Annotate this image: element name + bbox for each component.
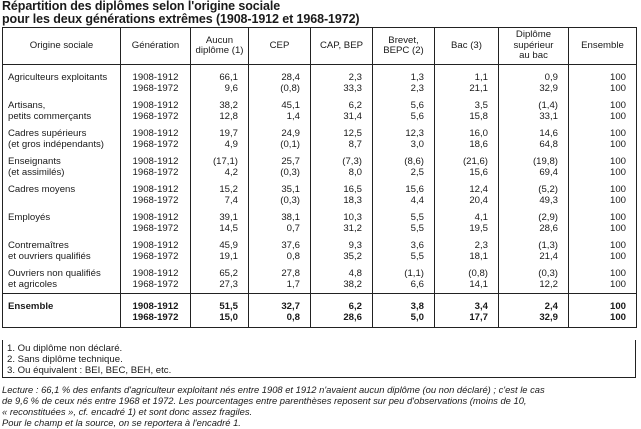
cap-value: 4,8 bbox=[348, 268, 362, 279]
brevet-cell bbox=[373, 265, 435, 294]
ens-value: 100 bbox=[609, 72, 626, 83]
sup-cell bbox=[499, 97, 569, 125]
cep-cell bbox=[249, 125, 311, 153]
brevet-cell bbox=[373, 125, 435, 153]
bac-cell bbox=[435, 265, 499, 294]
cap-cell bbox=[311, 97, 373, 125]
sup-value: (1,4) bbox=[538, 100, 558, 111]
cap-value: 6,2 bbox=[348, 301, 362, 312]
bac-value: 21,1 bbox=[469, 82, 488, 94]
aucun-cell bbox=[191, 265, 249, 294]
bac-cell bbox=[435, 181, 499, 209]
generation-g2: 1968-1972 bbox=[132, 194, 179, 206]
cap-value: 10,3 bbox=[343, 212, 362, 223]
sup-value: 0,9 bbox=[544, 72, 558, 83]
header-ensemble: Ensemble bbox=[569, 28, 637, 65]
bac-value: 4,1 bbox=[474, 212, 488, 223]
lecture-line-4: Pour le champ et la source, on se reportera à l'encadré 1. bbox=[2, 417, 241, 428]
aucun-value: 51,5 bbox=[219, 301, 238, 312]
table-title bbox=[2, 0, 638, 26]
bac-cell bbox=[435, 153, 499, 181]
header-brevet-l1: Brevet, bbox=[388, 34, 419, 46]
cep-value: 0,8 bbox=[286, 250, 300, 262]
generation-cell bbox=[121, 181, 191, 209]
sup-value: 32,9 bbox=[539, 311, 558, 323]
sup-cell bbox=[499, 209, 569, 237]
sup-cell bbox=[499, 294, 569, 328]
bac-value: 18,1 bbox=[469, 250, 488, 262]
aucun-value: 38,2 bbox=[219, 100, 238, 111]
header-aucun-l2: diplôme (1) bbox=[195, 45, 244, 56]
bac-value: 3,4 bbox=[474, 301, 488, 312]
header-sup bbox=[499, 28, 569, 65]
sup-value: (1,3) bbox=[538, 240, 558, 251]
aucun-value: 4,9 bbox=[224, 138, 238, 150]
brevet-value: 2,3 bbox=[410, 82, 424, 94]
ens-value: 100 bbox=[609, 311, 626, 323]
cap-cell bbox=[311, 65, 373, 98]
brevet-value: 1,3 bbox=[410, 72, 424, 83]
bac-value: 19,5 bbox=[469, 222, 488, 234]
cap-value: 8,7 bbox=[348, 138, 362, 150]
cep-value: 45,1 bbox=[281, 100, 300, 111]
bac-cell bbox=[435, 294, 499, 328]
aucun-value: 65,2 bbox=[219, 268, 238, 279]
cap-value: 38,2 bbox=[343, 278, 362, 290]
sup-cell bbox=[499, 125, 569, 153]
bac-value: 20,4 bbox=[469, 194, 488, 206]
ens-value: 100 bbox=[609, 240, 626, 251]
header-bac: Bac (3) bbox=[435, 28, 499, 65]
sup-value: 28,6 bbox=[539, 222, 558, 234]
cap-value: 6,2 bbox=[348, 100, 362, 111]
brevet-value: (1,1) bbox=[404, 268, 424, 279]
generation-cell bbox=[121, 237, 191, 265]
generation-cell bbox=[121, 65, 191, 98]
cap-value: 31,2 bbox=[343, 222, 362, 234]
table-row bbox=[3, 265, 637, 294]
aucun-cell bbox=[191, 125, 249, 153]
brevet-cell bbox=[373, 65, 435, 98]
lecture-line-2: de 9,6 % de ceux nés entre 1968 et 1972. Les pourcentages entre parenthèses reposent sur peu d'observations (moins de 10, bbox=[2, 395, 527, 406]
brevet-cell bbox=[373, 294, 435, 328]
generation-cell bbox=[121, 125, 191, 153]
cep-value: 0,7 bbox=[286, 222, 300, 234]
footnotes bbox=[2, 340, 636, 378]
aucun-cell bbox=[191, 181, 249, 209]
bac-cell bbox=[435, 97, 499, 125]
brevet-value: 2,5 bbox=[410, 166, 424, 178]
aucun-value: 66,1 bbox=[219, 72, 238, 83]
brevet-cell bbox=[373, 97, 435, 125]
brevet-value: 3,0 bbox=[410, 138, 424, 150]
table-row bbox=[3, 181, 637, 209]
header-cap: CAP, BEP bbox=[311, 28, 373, 65]
bac-cell bbox=[435, 209, 499, 237]
sup-value: 49,3 bbox=[539, 194, 558, 206]
cep-value: 1,7 bbox=[286, 278, 300, 290]
origin-l1: Ouvriers non qualifiés bbox=[8, 268, 101, 279]
cap-cell bbox=[311, 181, 373, 209]
sup-value: (2,9) bbox=[538, 212, 558, 223]
origin-l2: (et gros indépendants) bbox=[8, 138, 104, 150]
cap-cell bbox=[311, 153, 373, 181]
cep-value: (0,8) bbox=[280, 82, 300, 94]
origin-cell bbox=[3, 153, 121, 181]
sup-cell bbox=[499, 265, 569, 294]
header-cep: CEP bbox=[249, 28, 311, 65]
aucun-value: 19,7 bbox=[219, 128, 238, 139]
generation-g2: 1968-1972 bbox=[132, 110, 179, 122]
sup-value: (0,3) bbox=[538, 268, 558, 279]
aucun-cell bbox=[191, 97, 249, 125]
cep-cell bbox=[249, 294, 311, 328]
origin-l1: Contremaîtres bbox=[8, 240, 69, 251]
header-aucun bbox=[191, 28, 249, 65]
origin-cell bbox=[3, 265, 121, 294]
brevet-value: 5,6 bbox=[410, 110, 424, 122]
generation-g1: 1908-1912 bbox=[132, 184, 179, 195]
ens-value: 100 bbox=[609, 110, 626, 122]
sup-value: 14,6 bbox=[539, 128, 558, 139]
origin-l1: Enseignants bbox=[8, 156, 61, 167]
aucun-value: 7,4 bbox=[224, 194, 238, 206]
origin-cell bbox=[3, 65, 121, 98]
brevet-cell bbox=[373, 237, 435, 265]
cep-value: 0,8 bbox=[286, 311, 300, 323]
origin-l1: Employés bbox=[8, 212, 51, 223]
table-body bbox=[3, 65, 637, 328]
title-line-1: Répartition des diplômes selon l'origine sociale bbox=[2, 0, 281, 13]
origin-cell bbox=[3, 97, 121, 125]
table-row bbox=[3, 209, 637, 237]
origin-l1: Artisans, bbox=[8, 100, 46, 111]
brevet-value: 5,0 bbox=[410, 311, 424, 323]
bac-value: 17,7 bbox=[469, 311, 488, 323]
generation-g2: 1968-1972 bbox=[132, 82, 179, 94]
origin-cell bbox=[3, 294, 121, 328]
cap-cell bbox=[311, 265, 373, 294]
generation-g2: 1968-1972 bbox=[132, 311, 179, 323]
ens-value: 100 bbox=[609, 184, 626, 195]
brevet-cell bbox=[373, 181, 435, 209]
aucun-cell bbox=[191, 65, 249, 98]
generation-g1: 1908-1912 bbox=[132, 100, 179, 111]
bac-value: (21,6) bbox=[462, 156, 488, 167]
cap-value: 18,3 bbox=[343, 194, 362, 206]
origin-l2 bbox=[8, 224, 117, 235]
aucun-value: 39,1 bbox=[219, 212, 238, 223]
origin-l2 bbox=[8, 196, 117, 207]
origin-l1: Cadres supérieurs bbox=[8, 128, 87, 139]
table-row bbox=[3, 65, 637, 98]
ens-value: 100 bbox=[609, 156, 626, 167]
header-sup-l3: au bac bbox=[519, 50, 548, 62]
generation-g1: 1908-1912 bbox=[132, 156, 179, 167]
generation-g2: 1968-1972 bbox=[132, 250, 179, 262]
brevet-value: 5,5 bbox=[410, 222, 424, 234]
generation-cell bbox=[121, 294, 191, 328]
origin-l2: (et assimilés) bbox=[8, 166, 65, 178]
generation-cell bbox=[121, 97, 191, 125]
ens-value: 100 bbox=[609, 100, 626, 111]
aucun-value: 9,6 bbox=[224, 82, 238, 94]
aucun-cell bbox=[191, 153, 249, 181]
cap-value: (7,3) bbox=[342, 156, 362, 167]
sup-value: (19,8) bbox=[532, 156, 558, 167]
sup-value: 12,2 bbox=[539, 278, 558, 290]
cep-value: (0,3) bbox=[280, 166, 300, 178]
bac-cell bbox=[435, 237, 499, 265]
origin-l2: petits commerçants bbox=[8, 110, 92, 122]
header-row bbox=[3, 28, 637, 65]
cap-cell bbox=[311, 294, 373, 328]
aucun-value: (17,1) bbox=[212, 156, 238, 167]
table-row bbox=[3, 237, 637, 265]
cap-value: 31,4 bbox=[343, 110, 362, 122]
origin-l1: Ensemble bbox=[8, 301, 54, 312]
aucun-value: 15,0 bbox=[219, 311, 238, 323]
ens-cell bbox=[569, 125, 637, 153]
footnote-1: 1. Ou diplôme non déclaré. bbox=[7, 343, 123, 354]
bac-value: 3,5 bbox=[474, 100, 488, 111]
ens-value: 100 bbox=[609, 222, 626, 234]
header-generation: Génération bbox=[121, 28, 191, 65]
ens-value: 100 bbox=[609, 166, 626, 178]
aucun-cell bbox=[191, 294, 249, 328]
cap-value: 2,3 bbox=[348, 72, 362, 83]
generation-g2: 1968-1972 bbox=[132, 138, 179, 150]
total-row bbox=[3, 294, 637, 328]
cep-cell bbox=[249, 209, 311, 237]
origin-cell bbox=[3, 181, 121, 209]
ens-value: 100 bbox=[609, 212, 626, 223]
table-row bbox=[3, 125, 637, 153]
ens-value: 100 bbox=[609, 278, 626, 290]
ens-cell bbox=[569, 65, 637, 98]
bac-cell bbox=[435, 125, 499, 153]
generation-g1: 1908-1912 bbox=[132, 72, 179, 83]
bac-value: 12,4 bbox=[469, 184, 488, 195]
cep-value: 38,1 bbox=[281, 212, 300, 223]
cep-value: 25,7 bbox=[281, 156, 300, 167]
aucun-value: 4,2 bbox=[224, 166, 238, 178]
brevet-value: 15,6 bbox=[405, 184, 424, 195]
cap-cell bbox=[311, 237, 373, 265]
sup-cell bbox=[499, 181, 569, 209]
ens-value: 100 bbox=[609, 128, 626, 139]
table-row bbox=[3, 97, 637, 125]
bac-value: 2,3 bbox=[474, 240, 488, 251]
generation-g2: 1968-1972 bbox=[132, 278, 179, 290]
cep-cell bbox=[249, 153, 311, 181]
bac-value: 1,1 bbox=[474, 72, 488, 83]
cep-cell bbox=[249, 181, 311, 209]
cap-value: 16,5 bbox=[343, 184, 362, 195]
brevet-value: 5,6 bbox=[410, 100, 424, 111]
ens-value: 100 bbox=[609, 138, 626, 150]
cap-value: 12,5 bbox=[343, 128, 362, 139]
aucun-value: 19,1 bbox=[219, 250, 238, 262]
bac-value: 15,6 bbox=[469, 166, 488, 178]
sup-value: (5,2) bbox=[538, 184, 558, 195]
cap-cell bbox=[311, 125, 373, 153]
cep-cell bbox=[249, 97, 311, 125]
aucun-value: 15,2 bbox=[219, 184, 238, 195]
cep-value: 35,1 bbox=[281, 184, 300, 195]
header-brevet-l2: BEPC (2) bbox=[383, 45, 424, 56]
aucun-value: 12,8 bbox=[219, 110, 238, 122]
sup-value: 69,4 bbox=[539, 166, 558, 178]
ens-value: 100 bbox=[609, 301, 626, 312]
lecture-line-3: « reconstituées », cf. encadré 1) et sont donc assez fragiles. bbox=[2, 406, 253, 417]
generation-g1: 1908-1912 bbox=[132, 301, 179, 312]
sup-value: 2,4 bbox=[544, 301, 558, 312]
generation-g1: 1908-1912 bbox=[132, 240, 179, 251]
brevet-value: 3,6 bbox=[410, 240, 424, 251]
reading-note bbox=[2, 384, 638, 428]
generation-g2: 1968-1972 bbox=[132, 222, 179, 234]
bac-cell bbox=[435, 65, 499, 98]
ens-cell bbox=[569, 97, 637, 125]
origin-cell bbox=[3, 209, 121, 237]
ens-value: 100 bbox=[609, 250, 626, 262]
brevet-value: 4,4 bbox=[410, 194, 424, 206]
title-line-2: pour les deux générations extrêmes (1908-1912 et 1968-1972) bbox=[2, 12, 360, 26]
aucun-value: 27,3 bbox=[219, 278, 238, 290]
cep-cell bbox=[249, 237, 311, 265]
origin-l2: et ouvriers qualifiés bbox=[8, 250, 91, 262]
aucun-cell bbox=[191, 209, 249, 237]
bac-value: (0,8) bbox=[468, 268, 488, 279]
sup-cell bbox=[499, 65, 569, 98]
generation-cell bbox=[121, 209, 191, 237]
cap-value: 33,3 bbox=[343, 82, 362, 94]
ens-value: 100 bbox=[609, 268, 626, 279]
header-sup-l2: supérieur bbox=[513, 39, 554, 51]
cap-value: 28,6 bbox=[343, 311, 362, 323]
origin-l2 bbox=[8, 84, 117, 95]
cap-value: 35,2 bbox=[343, 250, 362, 262]
origin-cell bbox=[3, 237, 121, 265]
sup-value: 21,4 bbox=[539, 250, 558, 262]
generation-g1: 1908-1912 bbox=[132, 212, 179, 223]
cap-value: 9,3 bbox=[348, 240, 362, 251]
ens-cell bbox=[569, 237, 637, 265]
ens-cell bbox=[569, 209, 637, 237]
brevet-value: 12,3 bbox=[405, 128, 424, 139]
sup-cell bbox=[499, 237, 569, 265]
ens-cell bbox=[569, 153, 637, 181]
cep-value: 1,4 bbox=[286, 110, 300, 122]
aucun-value: 14,5 bbox=[219, 222, 238, 234]
header-brevet bbox=[373, 28, 435, 65]
bac-value: 18,6 bbox=[469, 138, 488, 150]
ens-cell bbox=[569, 294, 637, 328]
bac-value: 15,8 bbox=[469, 110, 488, 122]
diploma-table bbox=[2, 27, 637, 328]
brevet-cell bbox=[373, 209, 435, 237]
header-aucun-l1: Aucun bbox=[205, 34, 234, 46]
origin-l1: Agriculteurs exploitants bbox=[8, 72, 108, 83]
cap-value: 8,0 bbox=[348, 166, 362, 178]
sup-value: 33,1 bbox=[539, 110, 558, 122]
cep-value: 32,7 bbox=[281, 301, 300, 312]
table-row bbox=[3, 153, 637, 181]
brevet-value: (8,6) bbox=[404, 156, 424, 167]
sup-value: 32,9 bbox=[539, 82, 558, 94]
brevet-value: 3,8 bbox=[410, 301, 424, 312]
cep-value: 24,9 bbox=[281, 128, 300, 139]
ens-cell bbox=[569, 181, 637, 209]
generation-cell bbox=[121, 265, 191, 294]
sup-cell bbox=[499, 153, 569, 181]
origin-l1: Cadres moyens bbox=[8, 184, 76, 195]
footnote-3: 3. Ou équivalent : BEI, BEC, BEH, etc. bbox=[7, 365, 172, 376]
bac-value: 14,1 bbox=[469, 278, 488, 290]
cep-cell bbox=[249, 65, 311, 98]
cep-cell bbox=[249, 265, 311, 294]
brevet-cell bbox=[373, 153, 435, 181]
footnote-2: 2. Sans diplôme technique. bbox=[7, 354, 123, 365]
origin-l2: et agricoles bbox=[8, 278, 58, 290]
generation-cell bbox=[121, 153, 191, 181]
ens-cell bbox=[569, 265, 637, 294]
brevet-value: 6,6 bbox=[410, 278, 424, 290]
origin-cell bbox=[3, 125, 121, 153]
aucun-value: 45,9 bbox=[219, 240, 238, 251]
ens-value: 100 bbox=[609, 194, 626, 206]
bac-value: 16,0 bbox=[469, 128, 488, 139]
cep-value: 28,4 bbox=[281, 72, 300, 83]
cep-value: 27,8 bbox=[281, 268, 300, 279]
header-sup-l1: Diplôme bbox=[515, 29, 552, 41]
aucun-cell bbox=[191, 237, 249, 265]
brevet-value: 5,5 bbox=[410, 250, 424, 262]
ens-value: 100 bbox=[609, 82, 626, 94]
sup-value: 64,8 bbox=[539, 138, 558, 150]
cep-value: (0,3) bbox=[280, 194, 300, 206]
header-origine: Origine sociale bbox=[3, 28, 121, 65]
lecture-line-1: Lecture : 66,1 % des enfants d'agriculteur exploitant nés entre 1908 et 1912 n'avaient aucun diplôme (ou non déclaré) ; c'est le cas bbox=[2, 384, 545, 395]
origin-l2 bbox=[8, 313, 117, 324]
generation-g1: 1908-1912 bbox=[132, 268, 179, 279]
cep-value: 37,6 bbox=[281, 240, 300, 251]
cap-cell bbox=[311, 209, 373, 237]
cep-value: (0,1) bbox=[280, 138, 300, 150]
generation-g1: 1908-1912 bbox=[132, 128, 179, 139]
generation-g2: 1968-1972 bbox=[132, 166, 179, 178]
brevet-value: 5,5 bbox=[410, 212, 424, 223]
